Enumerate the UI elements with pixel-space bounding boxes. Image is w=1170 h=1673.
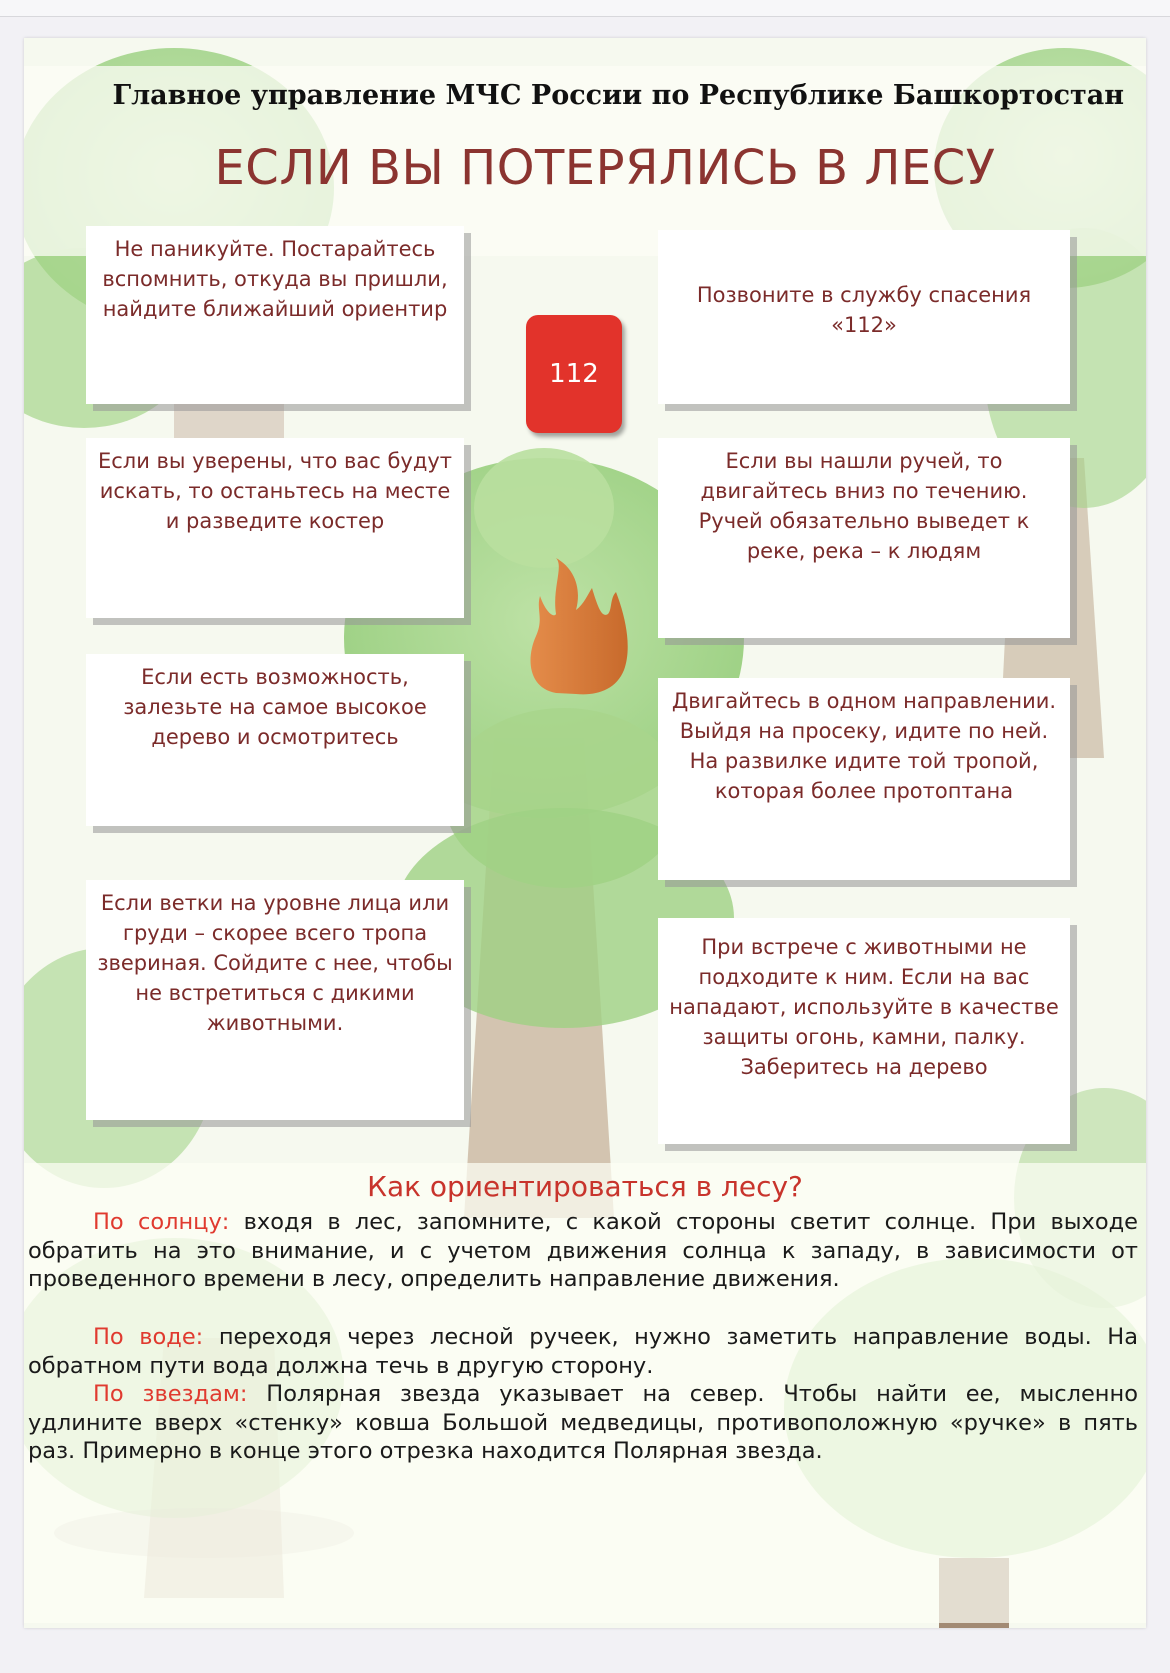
- tip-card-climb-tree: Если есть возможность, залезьте на самое высокое дерево и осмотритесь: [86, 654, 464, 826]
- sun-text: входя в лес, запомните, с какой стороны светит солнце. При выходе обратить на это внимание, и с учетом движения солнца к западу, в зависимости от проведенного времени в лесу, определить направление движения.: [28, 1209, 1138, 1292]
- fire-icon: [526, 518, 636, 698]
- tip-card-one-direction: Двигайтесь в одном направлении. Выйдя на просеку, идите по ней. На развилке идите той тропой, которая более протоптана: [658, 678, 1070, 880]
- stars-text: Полярная звезда указывает на север. Чтобы найти ее, мысленно удлините вверх «стенку» ковша Большой медведицы, противоположную «ручке» в пять раз. Примерно в конце этого отрезка находится Полярная звезда.: [28, 1381, 1138, 1464]
- tip-card-dont-panic: Не паникуйте. Постарайтесь вспомнить, откуда вы пришли, найдите ближайший ориентир: [86, 226, 464, 404]
- poster-title: ЕСЛИ ВЫ ПОТЕРЯЛИСЬ В ЛЕСУ: [214, 140, 996, 196]
- orientation-by-sun: [28, 1208, 1138, 1294]
- orientation-heading: Как ориентироваться в лесу?: [367, 1170, 803, 1203]
- orientation-by-stars: [28, 1380, 1138, 1466]
- tip-card-animal-trail: Если ветки на уровне лица или груди – скорее всего тропа звериная. Сойдите с нее, чтобы не встретиться с дикими животными.: [86, 880, 464, 1120]
- water-text: переходя через лесной ручеек, нужно заметить направление воды. На обратном пути вода должна течь в другую сторону.: [28, 1324, 1139, 1379]
- emergency-112-badge: 112: [526, 315, 622, 433]
- stars-label: По звездам:: [93, 1381, 248, 1407]
- tip-card-call-112: Позвоните в службу спасения «112»: [658, 230, 1070, 404]
- tip-card-meeting-animals: При встрече с животными не подходите к ним. Если на вас нападают, используйте в качестве защиты огонь, камни, палку. Заберитесь на дерево: [658, 918, 1070, 1144]
- tip-card-follow-stream: Если вы нашли ручей, то двигайтесь вниз по течению. Ручей обязательно выведет к реке, река – к людям: [658, 438, 1070, 638]
- organization-name: Главное управление МЧС России по Республике Башкортостан: [112, 80, 1124, 111]
- sun-label: По солнцу:: [93, 1209, 230, 1235]
- water-label: По воде:: [93, 1324, 204, 1350]
- orientation-by-water: [28, 1323, 1138, 1380]
- tip-card-stay-put: Если вы уверены, что вас будут искать, то останьтесь на месте и разведите костер: [86, 438, 464, 618]
- poster-page: [24, 38, 1146, 1628]
- browser-top-bar: [0, 0, 1170, 17]
